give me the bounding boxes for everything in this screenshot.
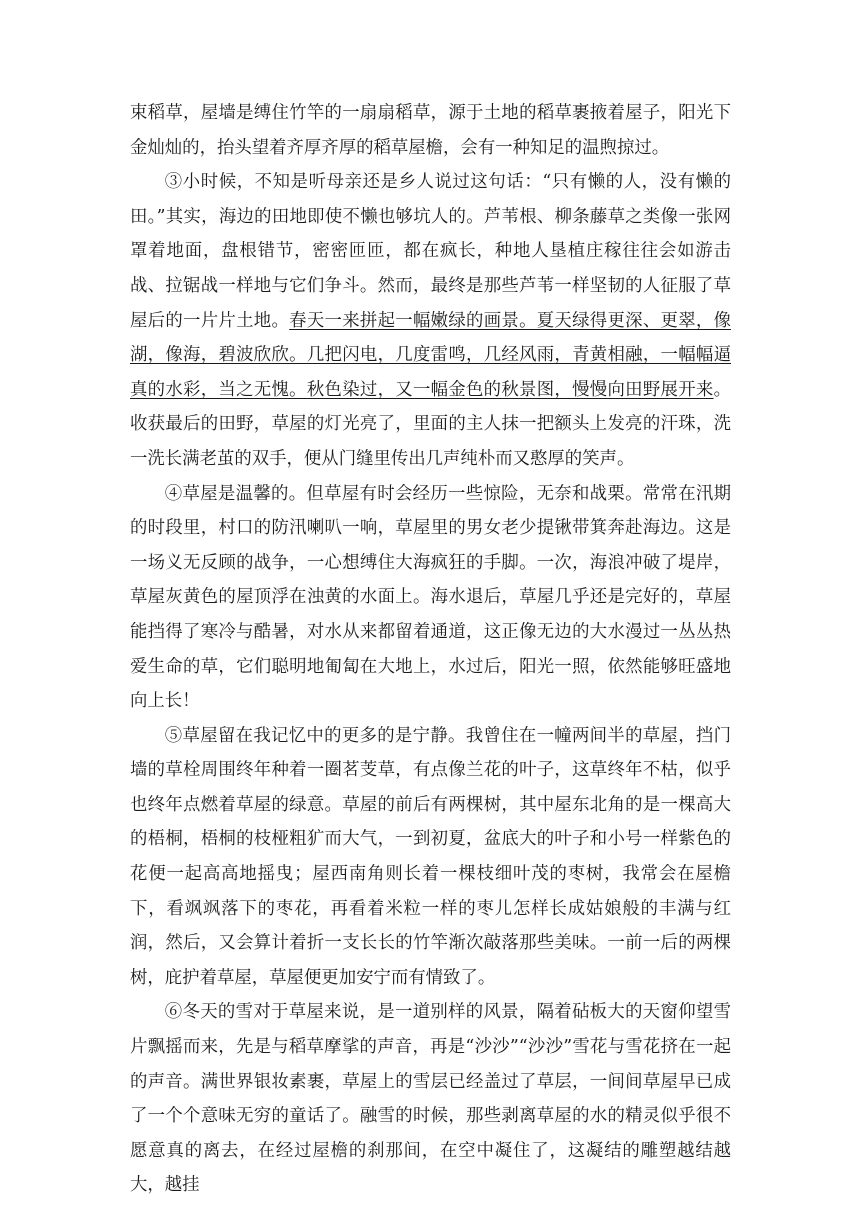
- text-segment: ③小时候，不知是听母亲还是乡人说过这句话：“只有懒的人，没有懒的田。”其实，海边的田地即使不懒也够坑人的。芦苇根、柳条藤草之类像一张网罩着地面，盘根错节，密密匝匝，都在疯长，种地人垦植庄稼往往会如游击战、拉锯战一样地与它们争斗。然而，最终是那些芦苇一样坚韧的人征服了草屋后的一片片土地。: [130, 172, 731, 331]
- document-body: [130, 96, 731, 1203]
- paragraph: [130, 96, 731, 165]
- text-segment: ④草屋是温馨的。但草屋有时会经历一些惊险，无奈和战栗。常常在汛期的时段里，村口的防汛喇叭一响，草屋里的男女老少提锹带箕奔赴海边。这是一场义无反顾的战争，一心想缚住大海疯狂的手脚。一次，海浪冲破了堤岸，草屋灰黄色的屋顶浮在浊黄的水面上。海水退后，草屋几乎还是完好的，草屋能挡得了寒冷与酷暑，对水从来都留着通道，这正像无边的大水漫过一丛丛热爱生命的草，它们聪明地匍匐在大地上，水过后，阳光一照，依然能够旺盛地向上长！: [130, 483, 731, 712]
- paragraph: [130, 477, 731, 719]
- underlined-sentence: 春天一来拼起一幅嫩绿的画景。夏天绿得更深、更翠，像湖，像海，碧波欣欣。几把闪电，几度雷鸣，几经风雨，青黄相融，一幅幅逼真的水彩，当之无愧。秋色染过，又一幅金色的秋景图，慢慢向田野展开来: [130, 310, 731, 400]
- paragraph: [130, 719, 731, 996]
- text-segment: 束稻草，屋墙是缚住竹竿的一扇扇稻草，源于土地的稻草裹掖着屋子，阳光下金灿灿的，抬头望着齐厚齐厚的稻草屋檐，会有一种知足的温煦掠过。: [130, 103, 731, 158]
- text-segment: ⑤草屋留在我记忆中的更多的是宁静。我曾住在一幢两间半的草屋，挡门墙的草栓周围终年种着一圈茗芰草，有点像兰花的叶子，这草终年不枯，似乎也终年点燃着草屋的绿意。草屋的前后有两棵树，其中屋东北角的是一棵高大的梧桐，梧桐的枝桠粗犷而大气，一到初夏，盆底大的叶子和小号一样紫色的花便一起高高地摇曳；屋西南角则长着一棵枝细叶茂的枣树，我常会在屋檐下，看飒飒落下的枣花，再看着米粒一样的枣儿怎样长成姑娘般的丰满与红润，然后，又会算计着折一支长长的竹竿渐次敲落那些美味。一前一后的两棵树，庇护着草屋，草屋便更加安宁而有情致了。: [130, 725, 731, 988]
- text-segment: 。收获最后的田野，草屋的灯光亮了，里面的主人抹一把额头上发亮的汗珠，洗一洗长满老茧的双手，便从门缝里传出几声纯朴而又憨厚的笑声。: [130, 379, 731, 469]
- paragraph: [130, 165, 731, 476]
- text-segment: ⑥冬天的雪对于草屋来说，是一道别样的风景，隔着砧板大的天窗仰望雪片飘摇而来，先是与稻草摩挲的声音，再是“沙沙”“沙沙”雪花与雪花挤在一起的声音。满世界银妆素裹，草屋上的雪层已经盖过了草层，一间间草屋早已成了一个个意味无穷的童话了。融雪的时候，那些剥离草屋的水的精灵似乎很不愿意真的离去，在经过屋檐的刹那间，在空中凝住了，这凝结的雕塑越结越大，越挂: [130, 1002, 731, 1196]
- paragraph: [130, 995, 731, 1203]
